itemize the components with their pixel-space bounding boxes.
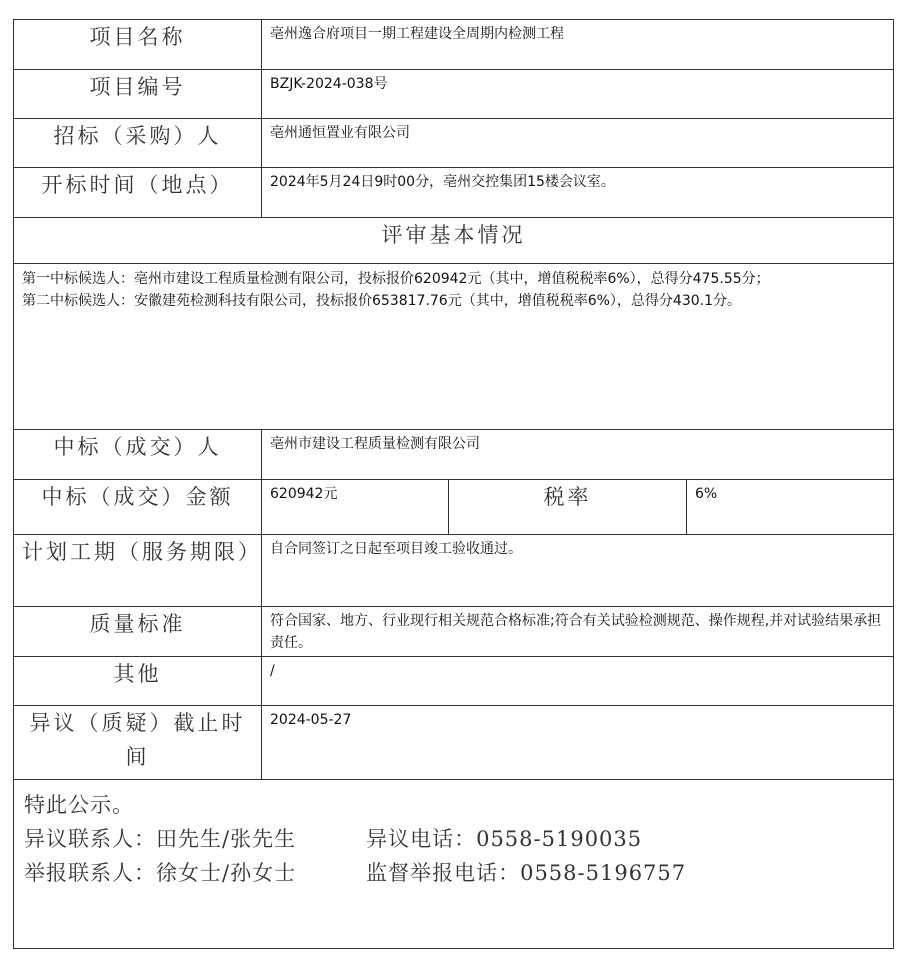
row-review-heading [14,218,894,264]
deadline-label: 异议（质疑）截止时间 [14,706,262,780]
amount-value: 620942元 [262,480,449,535]
other-value: / [262,657,894,706]
project-no-label: 项目编号 [14,70,262,119]
row-period [14,535,894,607]
row-notice [14,780,894,949]
period-label: 计划工期（服务期限） [14,535,262,607]
other-label: 其他 [14,657,262,706]
objection-line [24,822,883,856]
period-value: 自合同签订之日起至项目竣工验收通过。 [262,535,894,607]
row-deadline [14,706,894,780]
quality-label: 质量标准 [14,607,262,657]
bid-result-table [13,19,894,949]
project-no-value: BZJK-2024-038号 [262,70,894,119]
deadline-value: 2024-05-27 [262,706,894,780]
tenderer-label: 招标（采购）人 [14,119,262,168]
row-tenderer [14,119,894,168]
candidate-2-line: 第二中标候选人：安徽建苑检测科技有限公司，投标报价653817.76元（其中，增值税税率6%），总得分430.1分。 [22,293,741,309]
report-line [24,856,883,890]
tenderer-value: 亳州通恒置业有限公司 [262,119,894,168]
objection-contact: 异议联系人：田先生/张先生 [24,827,297,851]
row-amount [14,480,894,535]
notice-block [14,780,894,949]
opening-value: 2024年5月24日9时00分，亳州交控集团15楼会议室。 [262,168,894,218]
candidate-1-line: 第一中标候选人：亳州市建设工程质量检测有限公司，投标报价620942元（其中，增值税税率6%），总得分475.55分； [22,271,770,287]
review-heading: 评审基本情况 [14,218,894,264]
row-winner [14,430,894,480]
tax-rate-label: 税率 [449,480,687,535]
row-review-body [14,264,894,430]
tax-rate-value: 6% [687,480,894,535]
opening-label: 开标时间（地点） [14,168,262,218]
row-project-name [14,20,894,70]
amount-label: 中标（成交）金额 [14,480,262,535]
winner-label: 中标（成交）人 [14,430,262,480]
row-other [14,657,894,706]
quality-value: 符合国家、地方、行业现行相关规范合格标准;符合有关试验检测规范、操作规程,并对试验结果承担责任。 [262,607,894,657]
objection-phone: 异议电话：0558-5190035 [366,827,643,851]
report-contact: 举报联系人：徐女士/孙女士 [24,861,297,885]
notice-intro: 特此公示。 [24,793,134,817]
review-body [14,264,894,430]
row-project-no [14,70,894,119]
row-quality [14,607,894,657]
project-name-value: 亳州逸合府项目一期工程建设全周期内检测工程 [262,20,894,70]
project-name-label: 项目名称 [14,20,262,70]
row-opening [14,168,894,218]
report-phone: 监督举报电话：0558-5196757 [366,861,687,885]
winner-value: 亳州市建设工程质量检测有限公司 [262,430,894,480]
